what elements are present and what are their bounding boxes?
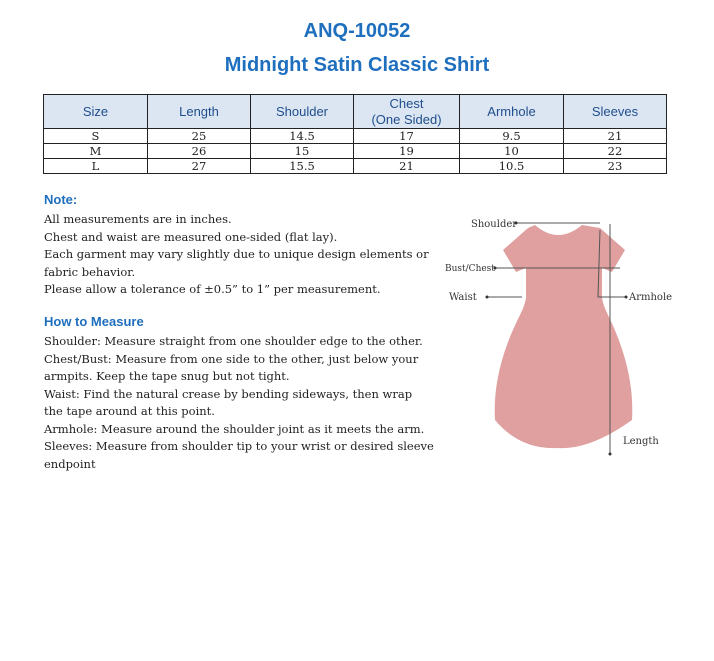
length-label: Length	[623, 436, 659, 447]
table-cell: 26	[148, 144, 251, 159]
column-header: Chest (One Sided)	[354, 95, 460, 129]
table-cell: 15	[251, 144, 354, 159]
table-cell: 9.5	[460, 129, 564, 144]
dress-illustration	[495, 225, 633, 448]
instruction-line: Waist: Find the natural crease by bending sideways, then wrap the tape around at this point.	[44, 386, 413, 418]
column-header: Length	[148, 95, 251, 129]
table-cell: M	[44, 144, 148, 159]
armhole-label: Armhole	[629, 292, 673, 303]
table-cell: L	[44, 159, 148, 174]
table-row	[44, 144, 667, 159]
how-to-measure-heading: How to Measure	[44, 314, 144, 329]
table-cell: S	[44, 129, 148, 144]
note-text	[44, 211, 434, 299]
note-line: Chest and waist are measured one-sided (flat lay).	[44, 229, 338, 244]
table-cell: 21	[354, 159, 460, 174]
table-cell: 27	[148, 159, 251, 174]
table-row	[44, 129, 667, 144]
table-cell: 23	[564, 159, 667, 174]
shoulder-label: Shoulder	[471, 219, 518, 230]
note-line: All measurements are in inches.	[44, 212, 232, 226]
product-name: Midnight Satin Classic Shirt	[224, 54, 490, 76]
table-cell: 17	[354, 129, 460, 144]
instruction-line: Armhole: Measure around the shoulder joint as it meets the arm.	[44, 421, 425, 436]
instruction-line: Chest/Bust: Measure from one side to the other, just below your armpits. Keep the tape snug but not tight.	[44, 351, 419, 383]
table-cell: 22	[564, 144, 667, 159]
column-header: Size	[44, 95, 148, 129]
size-chart-table	[43, 94, 667, 174]
table-cell: 25	[148, 129, 251, 144]
instruction-line: Sleeves: Measure from shoulder tip to your wrist or desired sleeve endpoint	[44, 439, 434, 471]
note-line: Please allow a tolerance of ±0.5” to 1” per measurement.	[44, 282, 381, 296]
table-cell: 14.5	[251, 129, 354, 144]
table-cell: 10	[460, 144, 564, 159]
how-to-measure-text	[44, 333, 434, 473]
table-cell: 10.5	[460, 159, 564, 174]
column-header: Armhole	[460, 95, 564, 129]
dress-measurement-diagram	[440, 210, 680, 460]
note-line: Each garment may vary slightly due to unique design elements or fabric behavior.	[44, 247, 429, 279]
instruction-line: Shoulder: Measure straight from one shoulder edge to the other.	[44, 334, 423, 348]
note-heading: Note:	[44, 192, 78, 207]
bust-label: Bust/Chest	[445, 264, 495, 274]
table-row	[44, 159, 667, 174]
table-cell: 19	[354, 144, 460, 159]
table-cell: 21	[564, 129, 667, 144]
table-header-row	[44, 95, 667, 129]
column-header: Sleeves	[564, 95, 667, 129]
waist-label: Waist	[449, 292, 477, 303]
column-header: Shoulder	[251, 95, 354, 129]
table-cell: 15.5	[251, 159, 354, 174]
product-code: ANQ-10052	[303, 20, 411, 42]
